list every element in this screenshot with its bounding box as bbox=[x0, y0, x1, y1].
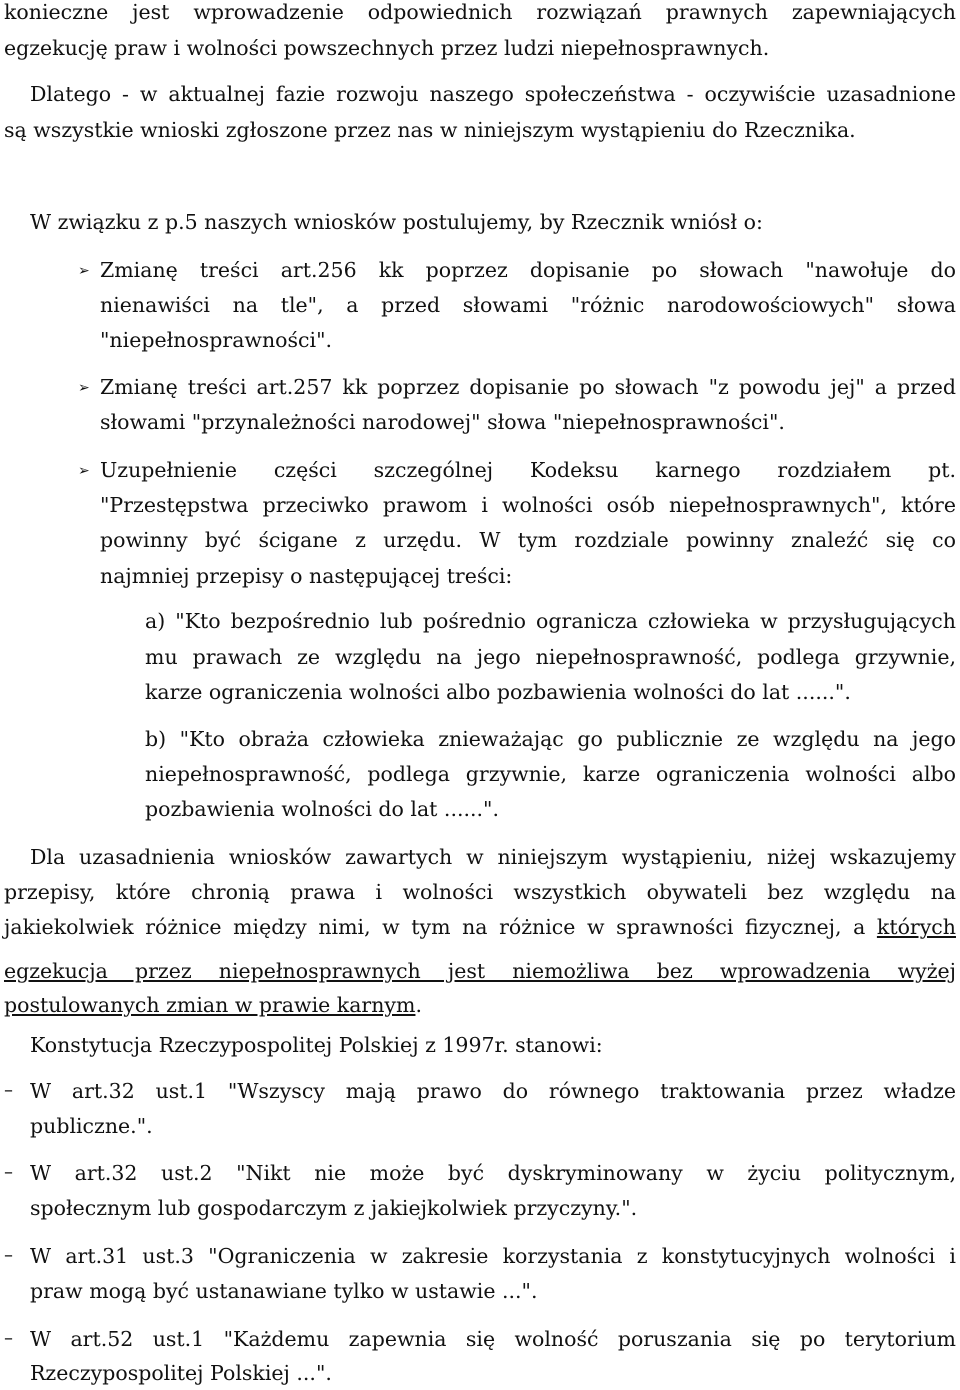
article-line: W art.31 ust.3 "Ograniczenia w zakresie korzystania z konstytucyjnych wolności i bbox=[30, 1244, 956, 1268]
postulate-line: "niepełnosprawności". bbox=[100, 328, 333, 352]
postulate-line: słowami "przynależności narodowej" słowa "niepełnosprawności". bbox=[100, 410, 785, 434]
provision-line: pozbawienia wolności do lat ......". bbox=[145, 797, 499, 821]
postulate-line: nienawiści na tle", a przed słowami "różnic narodowościowych" słowa bbox=[100, 293, 956, 317]
postulate-intro: W związku z p.5 naszych wniosków postulujemy, by Rzecznik wniósł o: bbox=[30, 210, 763, 234]
provision-line: karze ograniczenia wolności albo pozbawienia wolności do lat ......". bbox=[145, 680, 851, 704]
postulate-line: Zmianę treści art.256 kk poprzez dopisanie po słowach "nawołuje do bbox=[100, 258, 956, 282]
postulate-line: powinny być ścigane z urzędu. W tym rozdziale powinny znaleźć się co bbox=[100, 528, 956, 552]
postulate-line: Zmianę treści art.257 kk poprzez dopisanie po słowach "z powodu jej" a przed bbox=[100, 375, 956, 399]
intro-line: Dlatego - w aktualnej fazie rozwoju naszego społeczeństwa - oczywiście uzasadnione bbox=[30, 82, 956, 106]
justification-line: przepisy, które chronią prawa i wolności wszystkich obywateli bez względu na bbox=[4, 880, 956, 904]
article-line: W art.32 ust.2 "Nikt nie może być dyskryminowany w życiu politycznym, bbox=[30, 1161, 956, 1185]
arrow-bullet-icon: ➢ bbox=[78, 263, 90, 279]
arrow-bullet-icon: ➢ bbox=[78, 463, 90, 479]
constitution-intro: Konstytucja Rzeczypospolitej Polskiej z 1997r. stanowi: bbox=[30, 1033, 603, 1057]
provision-line: mu prawach ze względu na jego niepełnosprawność, podlega grzywnie, bbox=[145, 645, 956, 669]
article-line: W art.32 ust.1 "Wszyscy mają prawo do równego traktowania przez władze bbox=[30, 1079, 956, 1103]
underlined-text: których bbox=[876, 915, 956, 939]
intro-line: konieczne jest wprowadzenie odpowiednich rozwiązań prawnych zapewniających bbox=[4, 0, 956, 24]
justification-text: . bbox=[415, 993, 422, 1017]
dash-bullet-icon: – bbox=[4, 1162, 13, 1183]
intro-line: są wszystkie wnioski zgłoszone przez nas w niniejszym wystąpieniu do Rzecznika. bbox=[4, 118, 856, 142]
article-line: praw mogą być ustanawiane tylko w ustawie ...". bbox=[30, 1279, 538, 1303]
article-line: publiczne.". bbox=[30, 1114, 153, 1138]
postulate-line: najmniej przepisy o następującej treści: bbox=[100, 564, 513, 588]
postulate-line: "Przestępstwa przeciwko prawom i wolności osób niepełnosprawnych", które bbox=[100, 493, 956, 517]
article-line: W art.52 ust.1 "Każdemu zapewnia się wolność poruszania się po terytorium bbox=[30, 1327, 956, 1351]
dash-bullet-icon: – bbox=[4, 1245, 13, 1266]
arrow-bullet-icon: ➢ bbox=[78, 380, 90, 396]
underlined-line: egzekucja przez niepełnosprawnych jest niemożliwa bez wprowadzenia wyżej bbox=[4, 959, 956, 983]
article-line: społecznym lub gospodarczym z jakiejkolwiek przyczyny.". bbox=[30, 1196, 638, 1220]
justification-line bbox=[4, 995, 422, 1016]
provision-line: niepełnosprawność, podlega grzywnie, karze ograniczenia wolności albo bbox=[145, 762, 956, 786]
postulate-line: Uzupełnienie części szczególnej Kodeksu karnego rozdziałem pt. bbox=[100, 458, 956, 482]
justification-line: Dla uzasadnienia wniosków zawartych w niniejszym wystąpieniu, niżej wskazujemy bbox=[30, 845, 956, 869]
intro-line: egzekucję praw i wolności powszechnych przez ludzi niepełnosprawnych. bbox=[4, 36, 770, 60]
justification-line bbox=[4, 917, 956, 938]
dash-bullet-icon: – bbox=[4, 1080, 13, 1101]
provision-line: a) "Kto bezpośrednio lub pośrednio ogranicza człowieka w przysługujących bbox=[145, 609, 956, 633]
dash-bullet-icon: – bbox=[4, 1328, 13, 1349]
justification-text: jakiekolwiek różnice między nimi, w tym na różnice w sprawności fizycznej, a bbox=[4, 915, 866, 939]
underlined-text: postulowanych zmian w prawie karnym bbox=[4, 993, 416, 1017]
article-line: Rzeczypospolitej Polskiej ...". bbox=[30, 1361, 332, 1385]
provision-line: b) "Kto obraża człowieka znieważając go publicznie ze względu na jego bbox=[145, 727, 956, 751]
